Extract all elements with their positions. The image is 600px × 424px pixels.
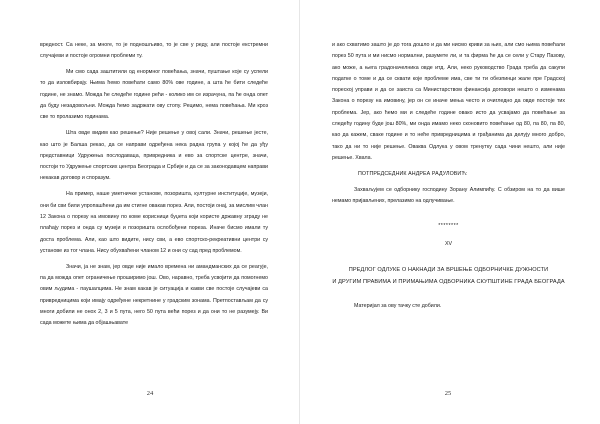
paragraph: вредност. Са неке, за многе, то је подношљиво, то је све у реду, али постоје екстремни случајеви и постоје огромни проблеми ту. [40, 42, 268, 60]
paragraph: и ако схватимо зашто је до тога дошло и да ми нисмо криви за њих, али смо њима повећали порез 50 пута и ми нисмо нормални, разумете ли, и та фирма ће да се сели у Стару Пазову, ако може, а њега градоначелника овде итд. Али, неко руководство Града треба да сакупи податке о томе и да се сквати које проблеме има, све ти ти обезпинци жале пре Градској пореској управи и да се заиста са Министарством финансија договори нешто о изменама Закона о порезу на имовину, јер он се иначе мења често и очигледно да овде постоје тих проблема. Јер, ако ћемо ми и следеће године овако исто да усвајамо да повећање за следећу годину буде још 80%, ми онда имамо неко сконовито повећање од 80, па 80, па 80, као да кажем, сваке године и то неће привредницима и грађанима да делују много добро, тако да ни то није решење. Оваква Одлука у овом тренутку сада чини нешто, али није решење. Хвала. [332, 42, 565, 161]
paragraph: Ми смо сада заштитили од енормног повећања, значи, пуштање које су успели то да изловбирају. Њима ћемо повећати само 80% ове године, а шта ће бити следеће године, не знамо. Можда ће следеће године рећи - колико им се израчуна, па ће онда опет да буду незадовољни. Можда ћемо задржати ову стопу. Рецимо, нема повећања. Ми кроз све то пролазимо годинама. [40, 69, 268, 121]
page-number: 25 [444, 390, 452, 397]
page-number: 24 [146, 390, 154, 397]
closing-remark: Материјал за ову тачку сте добили. [354, 302, 442, 309]
agenda-title-line-2: И ДРУГИМ ПРАВИМА И ПРИМАЊИМА ОДБОРНИКА СКУПШТИНЕ ГРАДА БЕОГРАДА [332, 279, 565, 286]
paragraph: Значи, ја не знам, јер овде није имало времена ни амандманских да се реагује, па да можда опет ограничење проширимо још. Ово, наравно, треба усвојити да помогнемо овим људима - паушалцима. Не знам какав је ситуација и какви све постоје случајеви са привредницима који имају одређене некретнине у градским зонама. Претпостављам да су многи добили не онох 2, 3 и 5 пута, него 50 пута већи порез и да они то не разумеју. Ви сада можете њима да објашњавате [40, 263, 268, 327]
agenda-item-number: XV [444, 240, 453, 247]
left-page-body [40, 40, 268, 334]
agenda-item-title [332, 264, 565, 289]
chair-remark: Захваљујем се одборнику господину Зорану Алимпићу. С обзиром на то да више немамо пријављених, прелазимо на одлучивање. [332, 186, 565, 205]
section-separator: ******** [438, 223, 459, 230]
paragraph: На пример, наше уметничке установе, позоришта, културне институције, музеји, они би сви били упропашћени да им стигне овакав порез. Али, постоји онај, за мислим члан 12 Закона о порезу на имовину по коме корисници буџета који користе државну зграду не плаћају порез и онда су музеји и позоришта ослобођени пореза. Иначе бисмо имали ту доста проблема. Али, као што видите, нису сви, а ево спортско-рекреативни центри су установе из тог члана. Нису обухваћени чланом 12 и они су сад пред проблемом. [40, 191, 268, 254]
paragraph: Шта овде видим као решење? Није решење у овој сали. Значи, решење јесте, као што је Балша рекао, да се направи одређена нека радна група у којој ће да уђу представници Удружења послодаваца, привредника и ево за спортске центре, значи, постоји то Удружење спортских центра Београда и Србије и да се за законодавцем направи некакав договор и споразум. [40, 130, 268, 182]
speaker-label: ПОТПРЕДСЕДНИК АНДРЕА РАДУЛОВИЋ: [358, 170, 468, 177]
agenda-title-line-1: ПРЕДЛОГ ОДЛУКЕ О НАКНАДИ ЗА ВРШЕЊЕ ОДБОРНИЧКЕ ДУЖНОСТИ [348, 266, 549, 273]
page-right [300, 0, 600, 424]
right-page-body [332, 40, 565, 317]
